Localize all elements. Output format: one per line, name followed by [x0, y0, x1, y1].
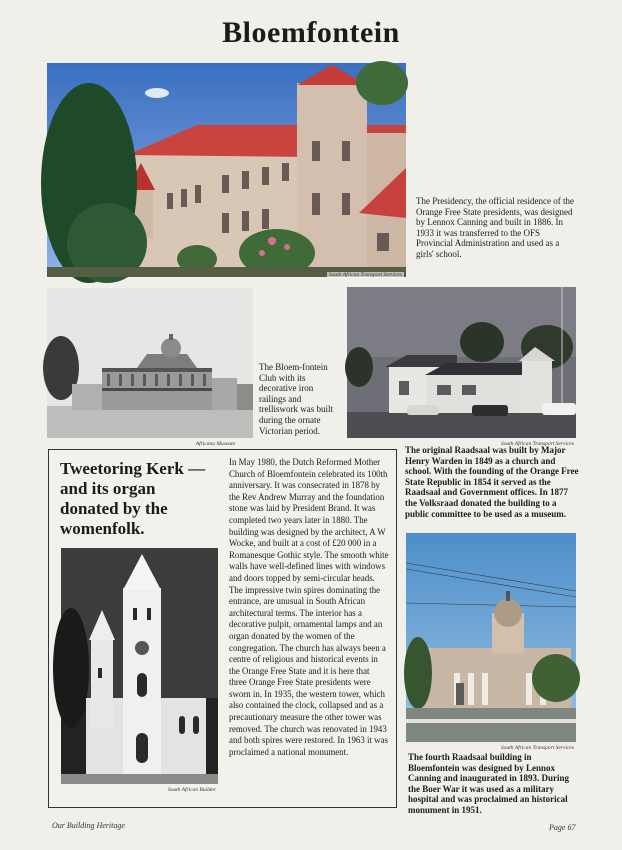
presidency-photo	[47, 63, 406, 277]
presidency-caption: The Presidency, the official residence of the Orange Free State presidents, was designed by Lennox Canning and built in 1886. In 1933 it was transferred to the OFS Provincial Administration and used as a girls' school.	[416, 196, 574, 259]
fourth-raadsaal-photo	[406, 533, 576, 751]
footer-book-title: Our Building Heritage	[52, 821, 125, 830]
footer-page-number: Page 67	[549, 823, 576, 832]
photo-credit: Africana Museum	[195, 441, 235, 447]
original-raadsaal-caption: The original Raadsaal was built by Major Henry Warden in 1849 as a church and school. With the founding of the Orange Free State Republic in 1854 it served as the Raadsaal and Government offices. In 1877 the Volksraad donated the building to a public committee to be used as a museum.	[405, 445, 579, 519]
kerk-article-text: In May 1980, the Dutch Reformed Mother Church of Bloemfontein celebrated its 100th anniversary. It was consecrated in 1878 by the Rev Andrew Murray and the foundation stone was laid by President Brand. It was completed two years later in 1880. The building was designed by the architect, A W Wocke, and built at a cost of £20 000 in a Romanesque Gothic style. The smooth white walls have well-defined lines with windows and doors topped by semi-circular heads. The impressive twin spires dominating the entrance, are unusual in South African architectural terms. The interior has a decorative pulpit, ornamental lamps and an organ donated by the women of the congregation. The church has always been a centre of religious and historical events in the Orange Free State and it is here that three Orange Free State presidents were sworn in. In 1935, the western tower, which also contained the clock, collapsed and as a precautionary measure the other tower was removed. The church was renovated in 1943 and both spires were restored. In 1963 it was proclaimed a national monument.	[229, 457, 389, 757]
photo-credit: South African Builder	[167, 787, 216, 793]
club-photo	[47, 288, 253, 447]
club-caption: The Bloem-fontein Club with its decorative iron railings and trelliswork was built during the ornate Victorian period.	[259, 362, 333, 436]
photo-credit: South African Transport Services	[500, 441, 574, 447]
photo-credit: South African Transport Services	[328, 272, 402, 278]
photo-credit: South African Transport Services	[500, 745, 574, 751]
tweetoring-kerk-box	[48, 449, 397, 808]
fourth-raadsaal-caption: The fourth Raadsaal building in Bloemfontein was designed by Lennox Canning and inaugurated in 1893. During the Boer War it was used as a military hospital and was proclaimed an historical monument in 1951.	[408, 752, 570, 815]
page-title: Bloemfontein	[222, 16, 400, 49]
kerk-heading: Tweetoring Kerk — and its organ donated by the womenfolk.	[60, 459, 206, 538]
kerk-photo	[61, 548, 218, 793]
original-raadsaal-photo	[347, 287, 576, 447]
